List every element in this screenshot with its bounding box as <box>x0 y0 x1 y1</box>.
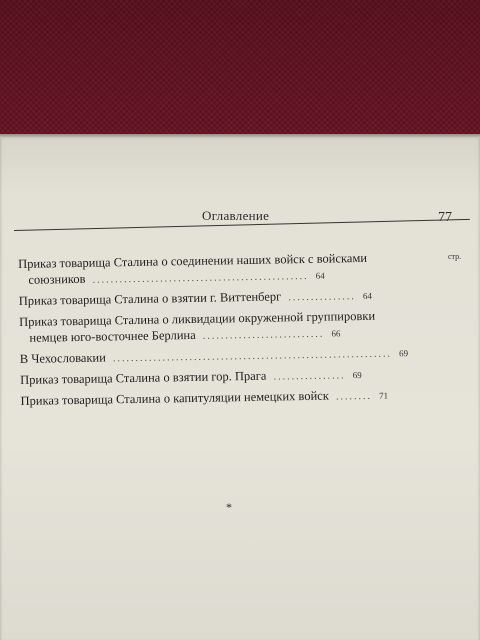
toc-leader-dots: ........ <box>335 390 373 403</box>
running-head-title: Оглавление <box>202 208 270 223</box>
toc-leader-dots: ................................................ <box>92 270 309 286</box>
toc-leader-dots: ............... <box>288 291 356 304</box>
toc-entry <box>18 248 455 290</box>
toc-leader-dots: .............................................................. <box>112 348 393 365</box>
toc-page-number: 66 <box>331 328 341 339</box>
page-number: 77 <box>438 210 452 225</box>
toc-entry <box>19 306 456 348</box>
toc-entry-text: Приказ товарища Сталина о взятии г. Виттенберг <box>18 289 282 308</box>
page-column-label: стр. <box>448 252 462 261</box>
toc-leader-dots: ........................... <box>202 328 325 342</box>
toc-entry-text: Приказ товарища Сталина о соединении наших войск с войсками <box>18 250 368 271</box>
table-of-contents <box>18 248 457 414</box>
end-mark-asterisk: * <box>226 500 232 514</box>
toc-page-number: 69 <box>398 348 409 359</box>
toc-leader-dots: ................ <box>273 370 346 383</box>
page-edge <box>0 134 480 138</box>
toc-page-number: 71 <box>379 390 389 401</box>
toc-entry-text: немцев юго-восточнее Берлина <box>29 327 196 345</box>
toc-page-number: 64 <box>315 270 325 281</box>
toc-entry-text: В Чехословакии <box>19 350 106 366</box>
toc-page-number: 64 <box>362 290 373 301</box>
toc-entry <box>20 385 456 411</box>
book-cover-cloth <box>0 0 480 150</box>
toc-entry-text: Приказ товарища Сталина о ликвидации окруженной группировки <box>19 308 376 329</box>
toc-entry-text: Приказ товарища Сталина о капитуляции немецких войск <box>20 388 329 408</box>
toc-entry-text: союзников <box>28 271 86 287</box>
toc-page-number: 69 <box>352 370 362 381</box>
toc-entry-text: Приказ товарища Сталина о взятии гор. Прага <box>20 368 267 387</box>
